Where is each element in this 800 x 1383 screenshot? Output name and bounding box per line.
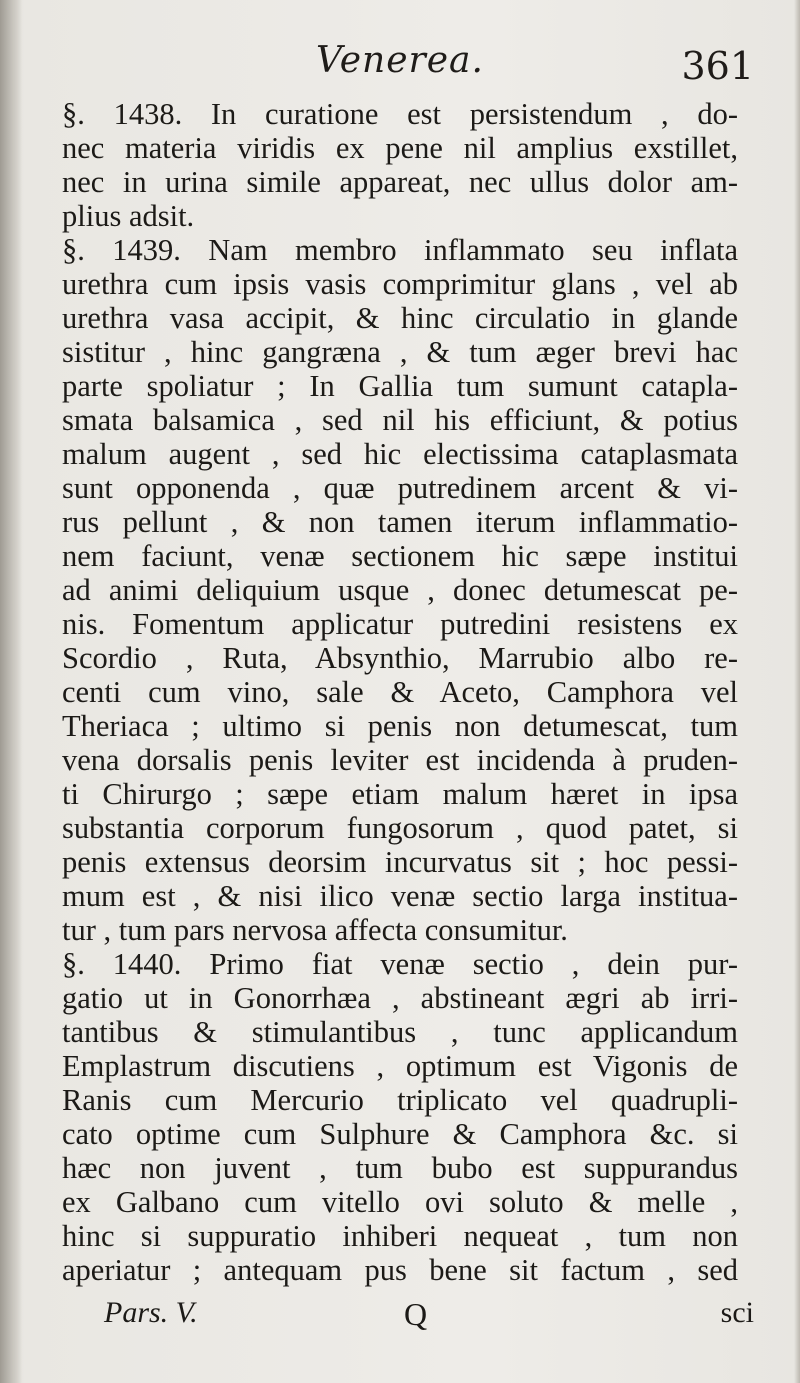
body-text <box>62 97 738 1287</box>
text-line: vena dorsalis penis leviter est incidenda à pruden- <box>62 743 738 777</box>
text-line: tantibus & stimulantibus , tunc applicandum <box>62 1015 738 1049</box>
text-line: tur , tum pars nervosa affecta consumitur. <box>62 913 568 947</box>
text-line: parte spoliatur ; In Gallia tum sumunt catapla- <box>62 369 738 403</box>
gutter-shadow <box>0 0 22 1383</box>
text-line: Scordio , Ruta, Absynthio, Marrubio albo re- <box>62 641 738 675</box>
text-line: nec materia viridis ex pene nil amplius exstillet, <box>62 131 738 165</box>
text-line: gatio ut in Gonorrhæa , abstineant ægri ab irri- <box>62 981 738 1015</box>
text-line: smata balsamica , sed nil his efficiunt, & potius <box>62 403 738 437</box>
page-footer <box>104 1296 754 1340</box>
text-line: substantia corporum fungosorum , quod patet, si <box>62 811 738 845</box>
text-line: Theriaca ; ultimo si penis non detumescat, tum <box>62 709 738 743</box>
text-line: hæc non juvent , tum bubo est suppurandus <box>62 1151 738 1185</box>
text-line: §. 1439. Nam membro inflammato seu inflata <box>62 233 738 267</box>
text-line: sunt opponenda , quæ putredinem arcent & vi- <box>62 471 738 505</box>
text-line: nec in urina simile appareat, nec ullus dolor am- <box>62 165 738 199</box>
part-label: Pars. V. <box>104 1296 198 1329</box>
text-line: plius adsit. <box>62 199 195 233</box>
text-line: hinc si suppuratio inhiberi nequeat , tum non <box>62 1219 738 1253</box>
text-line: aperiatur ; antequam pus bene sit factum , sed <box>62 1253 738 1287</box>
signature-mark: Q <box>404 1296 428 1332</box>
text-line: ex Galbano cum vitello ovi soluto & melle , <box>62 1185 738 1219</box>
text-line: rus pellunt , & non tamen iterum inflammatio- <box>62 505 738 539</box>
text-line: sistitur , hinc gangræna , & tum æger brevi hac <box>62 335 738 369</box>
text-line: Ranis cum Mercurio triplicato vel quadrupli- <box>62 1083 738 1117</box>
text-line: §. 1438. In curatione est persistendum , do- <box>62 97 738 131</box>
text-line: nem faciunt, venæ sectionem hic sæpe institui <box>62 539 738 573</box>
text-line: mum est , & nisi ilico venæ sectio larga instituа- <box>62 879 738 913</box>
text-line: ti Chirurgo ; sæpe etiam malum hæret in ipsa <box>62 777 738 811</box>
text-line: §. 1440. Primo fiat venæ sectio , dein pur- <box>62 947 738 981</box>
text-line: urethra cum ipsis vasis comprimitur glans , vel ab <box>62 267 738 301</box>
text-line: penis extensus deorsim incurvatus sit ; hoc pessi- <box>62 845 738 879</box>
text-line: urethra vasa accipit, & hinc circulatio in glande <box>62 301 738 335</box>
page-edge <box>794 0 800 1383</box>
catchword: sci <box>720 1296 754 1329</box>
text-line: nis. Fomentum applicatur putredini resistens ex <box>62 607 738 641</box>
running-head: Venerea. <box>316 40 484 81</box>
text-line: cato optime cum Sulphure & Camphora &c. si <box>62 1117 738 1151</box>
text-line: malum augent , sed hic electissima cataplasmata <box>62 437 738 471</box>
page-number: 361 <box>681 44 754 88</box>
text-line: Emplastrum discutiens , optimum est Vigonis de <box>62 1049 738 1083</box>
text-line: ad animi deliquium usque , donec detumescat pe- <box>62 573 738 607</box>
text-line: centi cum vino, sale & Aceto, Camphora vel <box>62 675 738 709</box>
